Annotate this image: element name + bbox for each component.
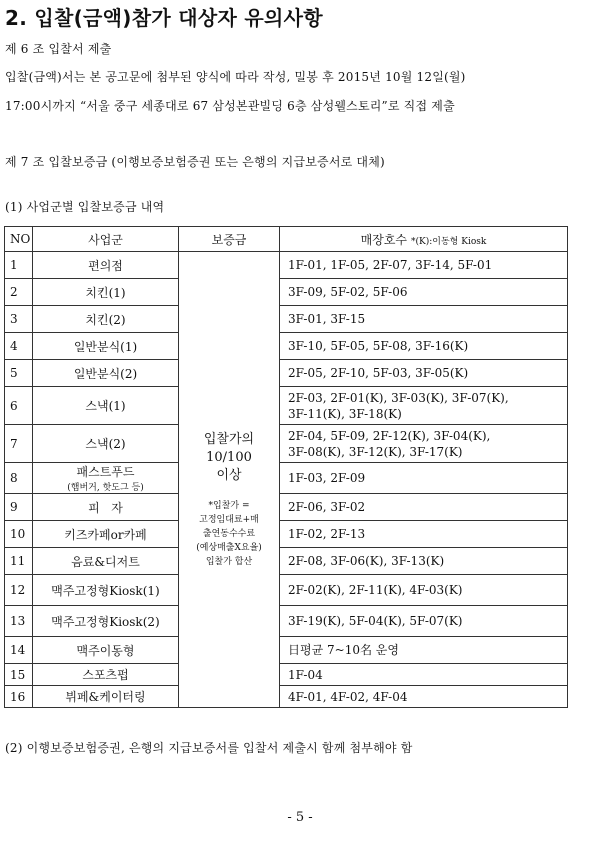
row-sector-label: 맥주이동형 [76,643,135,658]
row-stores [280,664,568,686]
row-stores-line: 2F-04, 5F-09, 2F-12(K), 3F-04(K), [288,428,491,443]
row-stores-line: 2F-05, 2F-10, 5F-03, 3F-05(K) [288,366,469,380]
row-stores [280,252,568,279]
row-no: 3 [5,306,33,333]
row-no: 10 [5,521,33,548]
deposit-rate-main3: 이상 [216,467,242,483]
deposit-rate-main1: 입찰가의 [203,431,255,447]
table-row [5,606,568,637]
row-sector [33,494,179,521]
row-no: 16 [5,686,33,708]
row-sector-sublabel: (햄버거, 핫도그 등) [67,483,144,493]
row-stores [280,360,568,387]
row-sector [33,463,179,494]
row-stores [280,279,568,306]
row-no: 1 [5,252,33,279]
row-stores-line: 2F-08, 3F-06(K), 3F-13(K) [288,554,445,568]
row-sector [33,686,179,708]
row-sector [33,360,179,387]
row-stores [280,306,568,333]
header-no: NO [5,227,33,252]
row-sector [33,333,179,360]
row-stores-line: 2F-02(K), 2F-11(K), 4F-03(K) [288,583,463,597]
row-sector-label: 편의점 [88,258,123,273]
table-row [5,333,568,360]
row-no: 7 [5,425,33,463]
row-stores-line: 1F-01, 1F-05, 2F-07, 3F-14, 5F-01 [288,258,493,272]
row-sector [33,387,179,425]
row-sector [33,252,179,279]
table-row [5,548,568,575]
header-deposit: 보증금 [179,227,280,252]
row-stores-line: 4F-01, 4F-02, 4F-04 [288,689,408,704]
row-sector-label: 피 자 [88,500,123,515]
row-stores-line: 3F-09, 5F-02, 5F-06 [288,285,408,299]
row-no: 15 [5,664,33,686]
table-row [5,463,568,494]
row-stores [280,575,568,606]
row-no: 8 [5,463,33,494]
table-row [5,686,568,708]
row-stores [280,637,568,664]
row-sector [33,521,179,548]
table-row [5,279,568,306]
table-row [5,664,568,686]
row-no: 13 [5,606,33,637]
kiosk-note: *(K):이동형 Kiosk [411,236,487,247]
row-sector-label: 치킨(1) [85,285,126,300]
table-row [5,521,568,548]
row-sector [33,306,179,333]
row-stores-line: 3F-10, 5F-05, 5F-08, 3F-16(K) [288,339,469,353]
row-sector-label: 일반분식(1) [73,339,138,354]
row-stores [280,387,568,425]
row-no: 14 [5,637,33,664]
header-sector: 사업군 [33,227,179,252]
row-stores-line: 2F-06, 3F-02 [288,500,366,514]
row-stores [280,606,568,637]
row-sector [33,606,179,637]
header-stores-label: 매장호수 [360,232,408,247]
deposit-note4: (예상매출X요율) [196,542,262,553]
row-sector-label: 스포츠펍 [82,668,129,682]
row-stores [280,521,568,548]
article7-heading: 제 7 조 입찰보증금 (이행보증보험증권 또는 은행의 지급보증서로 대체) [5,155,385,169]
row-no: 2 [5,279,33,306]
deposit-rate-main2: 10/100 [206,449,252,465]
row-stores-line: 日평균 7~10名 운영 [288,643,399,657]
row-no: 5 [5,360,33,387]
article6-text-line2: 17:00시까지 “서울 중구 세종대로 67 삼성본관빌딩 6층 삼성웰스토리”로 직접 제출 [5,99,455,113]
article6-text-line1: 입찰(금액)서는 본 공고문에 첨부된 양식에 따라 작성, 밀봉 후 2015년 10월 12일(월) [5,70,466,84]
table-row [5,252,568,279]
row-stores [280,425,568,463]
table-row [5,306,568,333]
row-no: 4 [5,333,33,360]
row-sector-label: 맥주고정형Kiosk(1) [51,583,160,598]
row-sector-label: 치킨(2) [85,312,126,327]
article7-sub2: (2) 이행보증보험증권, 은행의 지급보증서를 입찰서 제출시 함께 첨부해야 함 [5,741,413,755]
row-stores-line: 2F-03, 2F-01(K), 3F-03(K), 3F-07(K), [288,390,509,405]
table-row [5,360,568,387]
row-no: 9 [5,494,33,521]
table-header-row [5,227,568,252]
row-stores-line: 3F-11(K), 3F-18(K) [288,406,402,421]
row-sector-label: 뷔페&케이터링 [65,690,146,704]
row-sector [33,548,179,575]
row-stores-line: 1F-02, 2F-13 [288,527,366,541]
section-title: 2. 입찰(금액)참가 대상자 유의사항 [5,6,323,30]
row-stores-line: 1F-04 [288,667,323,682]
row-no: 11 [5,548,33,575]
deposit-note5: 입찰가 합산 [205,556,253,567]
row-no: 12 [5,575,33,606]
row-sector [33,637,179,664]
row-sector-label: 패스트푸드 [76,465,135,479]
bond-table [4,226,568,708]
article7-sub1: (1) 사업군별 입찰보증금 내역 [5,200,165,214]
row-sector-label: 일반분식(2) [73,366,138,381]
row-sector-label: 스낵(2) [85,437,126,451]
row-stores [280,494,568,521]
header-stores [280,227,568,252]
row-sector-label: 맥주고정형Kiosk(2) [51,614,160,629]
page-number: - 5 - [287,810,313,825]
row-stores [280,686,568,708]
row-sector-label: 음료&디저트 [71,554,140,569]
row-stores-line: 3F-01, 3F-15 [288,312,366,326]
row-sector-label: 키즈카페or카페 [64,527,147,542]
row-stores [280,463,568,494]
table-row [5,425,568,463]
row-stores-line: 3F-19(K), 5F-04(K), 5F-07(K) [288,614,463,628]
row-stores [280,333,568,360]
table-row [5,494,568,521]
row-stores [280,548,568,575]
table-row [5,387,568,425]
row-no: 6 [5,387,33,425]
row-sector [33,575,179,606]
row-sector [33,664,179,686]
row-sector [33,279,179,306]
row-sector-label: 스낵(1) [85,399,126,413]
deposit-note2: 고정임대료+매 [199,514,259,525]
deposit-note [179,499,279,569]
row-sector [33,425,179,463]
table-row [5,575,568,606]
row-stores-line: 3F-08(K), 3F-12(K), 3F-17(K) [288,444,463,459]
article6-heading: 제 6 조 입찰서 제출 [5,42,112,56]
table-row [5,637,568,664]
deposit-note3: 출연동수수료 [202,528,256,539]
deposit-note1: *입찰가 = [208,500,250,511]
deposit-cell [179,252,280,708]
row-stores-line: 1F-03, 2F-09 [288,471,366,485]
